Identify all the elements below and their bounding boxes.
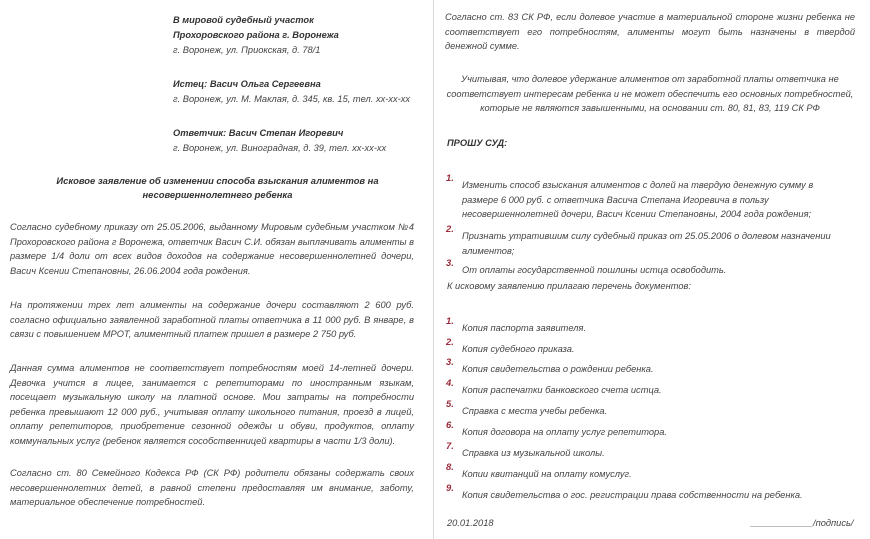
plaintiff-address: г. Воронеж, ул. М. Маклая, д. 345, кв. 15, тел. хх-хх-хх: [173, 94, 411, 104]
right-paragraph-1: Согласно ст. 83 СК РФ, если долевое участие в материальной стороне жизни ребенка не соответствует его потребностям, алименты могут быть назначены в твердой денежной сумме.: [445, 12, 855, 52]
attachment-item: Копия судебного приказа.: [462, 344, 575, 355]
request-number: 3.: [446, 257, 454, 268]
court-district: Прохоровского района г. Воронежа: [173, 30, 339, 40]
signature-line: ____________/подпись/: [751, 518, 854, 528]
attachment-number: 4.: [446, 377, 454, 388]
court-address: г. Воронеж, ул. Приокская, д. 78/1: [173, 45, 321, 55]
left-paragraph-4: Согласно ст. 80 Семейного Кодекса РФ (СК РФ) родители обязаны содержать своих несовершеннолетних детей, в равной степени предоставляя им внимание, заботу, материальное обеспечение потребностей.: [10, 468, 414, 508]
request-heading: ПРОШУ СУД:: [447, 138, 508, 148]
attachment-number: 6.: [446, 419, 454, 430]
attachment-item: Справка из музыкальной школы.: [462, 448, 605, 459]
court-title: В мировой судебный участок: [173, 15, 314, 25]
right-page: [435, 0, 869, 539]
request-item: Изменить способ взыскания алиментов с долей на твердую денежную сумму в размере 6 000 руб. с ответчика Васича Степана Игоревича в пользу несовершеннолетней дочери, Васич Ксении Степановны, 2004 года рождения;: [462, 180, 814, 220]
attachment-number: 2.: [446, 336, 454, 347]
attachment-number: 8.: [446, 461, 454, 472]
document-date: 20.01.2018: [447, 518, 494, 528]
right-paragraph-2: Учитывая, что долевое удержание алиментов от заработной платы ответчика не соответствует интересам ребенка и не может обеспечить его основных потребностей, которые не являются завышенными, на основании ст. 80, 81, 83, 119 СК РФ: [446, 74, 854, 114]
plaintiff-name: Истец: Васич Ольга Сергеевна: [173, 79, 321, 89]
document-title: Исковое заявление об изменении способа взыскания алиментов на несовершеннолетнего ребенка: [56, 175, 379, 200]
attachment-number: 7.: [446, 440, 454, 451]
left-page: [0, 0, 434, 539]
attachment-number: 1.: [446, 315, 454, 326]
left-paragraph-1: Согласно судебному приказу от 25.05.2006, выданному Мировым судебным участком №4 Прохоровского района г Воронежа, ответчик Васич С.И. обязан выплачивать алименты в размере 1/4 доли от всех видов доходов на содержание несовершеннолетней дочери, Васич Ксении Степановны, 26.06.2004 года рождения.: [10, 222, 414, 276]
attachment-item: Копия договора на оплату услуг репетитора.: [462, 427, 667, 438]
attachment-number: 9.: [446, 482, 454, 493]
request-item: От оплаты государственной пошлины истца освободить.: [462, 265, 727, 276]
request-number: 2.: [446, 223, 454, 234]
attachment-item: Справка с места учебы ребенка.: [462, 406, 608, 417]
attachments-intro: К исковому заявлению прилагаю перечень документов:: [447, 281, 691, 291]
attachment-item: Копия распечатки банковского счета истца.: [462, 385, 662, 396]
attachment-item: Копия свидетельства о рождении ребенка.: [462, 364, 654, 375]
defendant-name: Ответчик: Васич Степан Игоревич: [173, 128, 344, 138]
left-paragraph-2: На протяжении трех лет алименты на содержание дочери составляют 2 600 руб. согласно официально заявленной заработной платы ответчика в 11 000 руб. В январе, в связи с повышением МРОТ, алиментный платеж пришел в размере 2 750 руб.: [10, 300, 414, 340]
attachment-number: 3.: [446, 356, 454, 367]
request-number: 1.: [446, 172, 454, 183]
left-paragraph-3: Данная сумма алиментов не соответствует потребностям моей 14-летней дочери. Девочка учится в лицее, занимается с репетиторами по иностранным языкам, посещает музыкальную школу на платной основе. Мои затраты на потребности ребенка превышают 12 000 руб., учитывая оплату школьного питания, проезд в лицей, оплату репетиторов, приобретение сезонной одежды и обуви, продуктов, оплату коммунальных услуг (ребенок является сособственницей квартиры в части 1/3 доли).: [10, 363, 414, 446]
attachment-number: 5.: [446, 398, 454, 409]
attachment-item: Копии квитанций на оплату комуслуг.: [462, 469, 632, 480]
defendant-address: г. Воронеж, ул. Виноградная, д. 39, тел. хх-хх-хх: [173, 143, 387, 153]
request-item: Признать утратившим силу судебный приказ от 25.05.2006 о долевом назначении алиментов;: [462, 231, 831, 256]
attachment-item: Копия свидетельства о гос. регистрации права собственности на ребенка.: [462, 490, 803, 501]
attachment-item: Копия паспорта заявителя.: [462, 323, 587, 334]
